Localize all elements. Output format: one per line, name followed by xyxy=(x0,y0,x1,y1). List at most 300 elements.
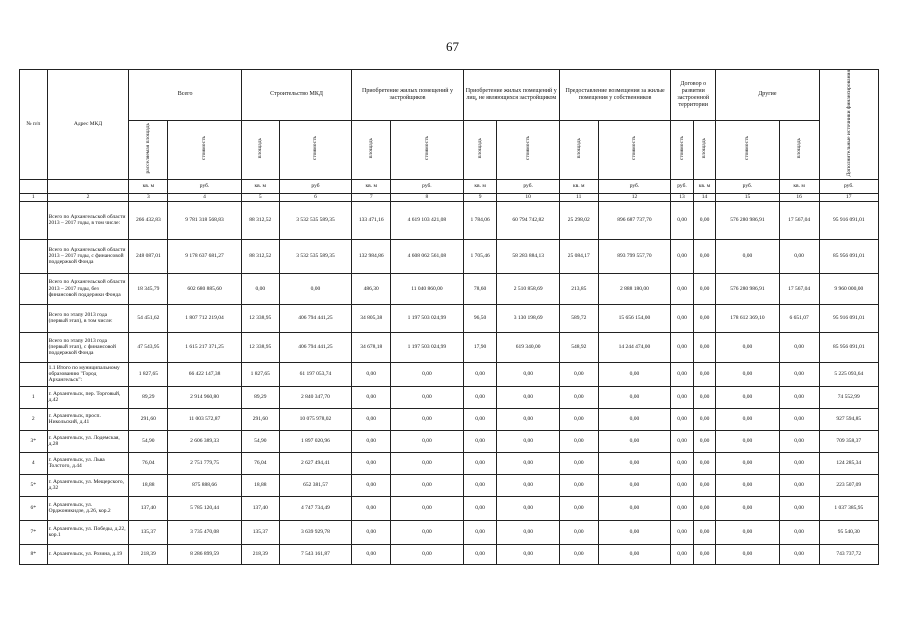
row-value: 0,00 xyxy=(559,408,598,430)
col-number: 14 xyxy=(693,193,716,201)
row-value: 0,00 xyxy=(598,386,671,408)
table-row xyxy=(20,474,879,496)
row-value: 11 040 860,00 xyxy=(391,273,464,304)
row-value: 95 916 091,01 xyxy=(819,304,878,332)
row-value: 548,92 xyxy=(559,332,598,362)
row-value: 0,00 xyxy=(391,362,464,386)
row-value: 218,39 xyxy=(241,544,279,564)
row-value: 0,00 xyxy=(779,452,819,474)
row-value: 0,00 xyxy=(497,362,559,386)
row-value: 88 312,52 xyxy=(241,239,279,273)
row-value: 85 956 091,01 xyxy=(819,239,878,273)
col-number: 16 xyxy=(779,193,819,201)
row-value: 0,00 xyxy=(391,520,464,544)
row-number xyxy=(20,332,48,362)
row-value: 213,85 xyxy=(559,273,598,304)
row-value: 0,00 xyxy=(716,386,779,408)
row-value: 11 003 572,87 xyxy=(168,408,242,430)
row-value: 0,00 xyxy=(716,474,779,496)
row-value: 0,00 xyxy=(598,496,671,520)
row-value: 4 747 734,49 xyxy=(279,496,352,520)
col-number: 13 xyxy=(671,193,693,201)
row-value: 0,00 xyxy=(693,544,716,564)
header-group-purchase-developers: Приобретение жилых помещений у застройщиков xyxy=(352,70,463,121)
row-number xyxy=(20,239,48,273)
col-number: 9 xyxy=(463,193,497,201)
header-sub: стоимость xyxy=(391,120,464,179)
row-number: 6* xyxy=(20,496,48,520)
col-number: 10 xyxy=(497,193,559,201)
row-number xyxy=(20,273,48,304)
row-value: 2 751 779,75 xyxy=(168,452,242,474)
row-value: 76,04 xyxy=(241,452,279,474)
row-number: 4 xyxy=(20,452,48,474)
row-value: 0,00 xyxy=(559,386,598,408)
row-value: 135,37 xyxy=(241,520,279,544)
row-value: 0,00 xyxy=(391,474,464,496)
row-value: 0,00 xyxy=(671,520,693,544)
row-value: 0,00 xyxy=(391,408,464,430)
row-value: 0,00 xyxy=(779,386,819,408)
row-value: 0,00 xyxy=(671,201,693,239)
header-unit: кв. м xyxy=(463,179,497,193)
row-value: 137,40 xyxy=(129,496,168,520)
row-value: 95 916 091,01 xyxy=(819,201,878,239)
row-value: 3 130 198,69 xyxy=(497,304,559,332)
row-value: 89,29 xyxy=(129,386,168,408)
row-value: 0,00 xyxy=(598,430,671,452)
row-value: 7 543 161,87 xyxy=(279,544,352,564)
row-value: 406 794 441,25 xyxy=(279,304,352,332)
row-value: 1 037 385,95 xyxy=(819,496,878,520)
row-value: 1 784,06 xyxy=(463,201,497,239)
row-value: 0,00 xyxy=(671,386,693,408)
row-value: 0,00 xyxy=(463,408,497,430)
row-value: 0,00 xyxy=(716,408,779,430)
row-address: Всего по Архангельской области 2013 – 2017 годы, в том числе: xyxy=(47,201,129,239)
row-number: 5* xyxy=(20,474,48,496)
row-value: 60 794 742,82 xyxy=(497,201,559,239)
row-address: Всего по Архангельской области 2013 – 2017 годы, без финансовой поддержки Фонда xyxy=(47,273,129,304)
row-value: 0,00 xyxy=(716,362,779,386)
row-value: 61 197 053,74 xyxy=(279,362,352,386)
row-value: 0,00 xyxy=(559,474,598,496)
col-number: 6 xyxy=(279,193,352,201)
row-value: 4 608 062 561,08 xyxy=(391,239,464,273)
row-value: 3 639 929,78 xyxy=(279,520,352,544)
row-value: 1 197 503 024,99 xyxy=(391,332,464,362)
table-row xyxy=(20,239,879,273)
row-value: 76,04 xyxy=(129,452,168,474)
row-value: 0,00 xyxy=(352,520,391,544)
row-value: 0,00 xyxy=(497,474,559,496)
row-address: Всего по этапу 2013 года (первый этап), в том числе: xyxy=(47,304,129,332)
row-value: 0,00 xyxy=(391,386,464,408)
row-number: 7* xyxy=(20,520,48,544)
row-value: 0,00 xyxy=(716,332,779,362)
row-number xyxy=(20,201,48,239)
header-unit: руб. xyxy=(598,179,671,193)
row-value: 1 827,65 xyxy=(129,362,168,386)
row-value: 95 540,30 xyxy=(819,520,878,544)
col-number: 11 xyxy=(559,193,598,201)
row-value: 0,00 xyxy=(693,452,716,474)
row-value: 137,40 xyxy=(241,496,279,520)
row-value: 1 197 503 024,99 xyxy=(391,304,464,332)
row-value: 0,00 xyxy=(497,544,559,564)
table-row xyxy=(20,452,879,474)
table-row xyxy=(20,430,879,452)
header-group-purchase-non-developers: Приобретение жилых помещений у лиц, не являющихся застройщиком xyxy=(463,70,559,121)
header-sub: площадь xyxy=(241,120,279,179)
row-value: 3 532 535 589,35 xyxy=(279,201,352,239)
row-value: 0,00 xyxy=(598,408,671,430)
row-value: 0,00 xyxy=(391,452,464,474)
row-value: 2 914 960,80 xyxy=(168,386,242,408)
row-value: 4 619 103 421,08 xyxy=(391,201,464,239)
header-sub: площадь xyxy=(463,120,497,179)
row-value: 133 471,16 xyxy=(352,201,391,239)
row-value: 0,00 xyxy=(559,496,598,520)
row-value: 0,00 xyxy=(352,408,391,430)
row-value: 0,00 xyxy=(693,273,716,304)
row-value: 589,72 xyxy=(559,304,598,332)
table-row xyxy=(20,496,879,520)
row-value: 266 432,83 xyxy=(129,201,168,239)
row-number xyxy=(20,362,48,386)
row-value: 709 358,37 xyxy=(819,430,878,452)
row-value: 1 705,46 xyxy=(463,239,497,273)
row-value: 0,00 xyxy=(559,430,598,452)
row-value: 0,00 xyxy=(598,520,671,544)
row-value: 0,00 xyxy=(671,273,693,304)
row-value: 0,00 xyxy=(559,520,598,544)
row-value: 0,00 xyxy=(352,362,391,386)
header-group-compensation: Предоставление возмещения за жилые помещения у собственников xyxy=(559,70,670,121)
row-value: 486,30 xyxy=(352,273,391,304)
row-value: 18 345,79 xyxy=(129,273,168,304)
row-value: 0,00 xyxy=(497,430,559,452)
row-value: 74 552,99 xyxy=(819,386,878,408)
row-value: 0,00 xyxy=(559,452,598,474)
row-address: г. Архангельск, ул. Мещерского, д.32 xyxy=(47,474,129,496)
col-number: 5 xyxy=(241,193,279,201)
table-body xyxy=(20,201,879,564)
table-row xyxy=(20,520,879,544)
row-value: 0,00 xyxy=(693,496,716,520)
row-value: 0,00 xyxy=(497,452,559,474)
header-address: Адрес МКД xyxy=(47,70,129,180)
row-value: 896 687 737,70 xyxy=(598,201,671,239)
header-group-other: Другие xyxy=(716,70,819,121)
row-value: 0,00 xyxy=(779,332,819,362)
row-value: 0,00 xyxy=(391,544,464,564)
row-address: Всего по Архангельской области 2013 – 2017 годы, с финансовой поддержкой Фонда xyxy=(47,239,129,273)
row-value: 54,90 xyxy=(241,430,279,452)
table-row xyxy=(20,304,879,332)
row-value: 0,00 xyxy=(671,304,693,332)
row-value: 12 338,95 xyxy=(241,304,279,332)
row-value: 3 532 535 589,35 xyxy=(279,239,352,273)
header-sub: стоимость xyxy=(716,120,779,179)
resettlement-table xyxy=(19,69,879,565)
row-value: 0,00 xyxy=(598,544,671,564)
header-unit: кв. м xyxy=(693,179,716,193)
row-value: 0,00 xyxy=(497,496,559,520)
row-value: 96,50 xyxy=(463,304,497,332)
row-value: 0,00 xyxy=(779,520,819,544)
row-value: 2 510 858,69 xyxy=(497,273,559,304)
row-value: 0,00 xyxy=(352,474,391,496)
row-value: 223 507,09 xyxy=(819,474,878,496)
row-value: 34 805,38 xyxy=(352,304,391,332)
header-sub-row xyxy=(20,120,879,179)
table-row xyxy=(20,332,879,362)
row-value: 58 283 884,13 xyxy=(497,239,559,273)
row-value: 602 680 885,60 xyxy=(168,273,242,304)
row-value: 0,00 xyxy=(693,332,716,362)
row-value: 1 827,65 xyxy=(241,362,279,386)
row-value: 17 567,04 xyxy=(779,201,819,239)
row-value: 0,00 xyxy=(352,452,391,474)
row-value: 17,90 xyxy=(463,332,497,362)
row-value: 0,00 xyxy=(779,430,819,452)
table-row xyxy=(20,201,879,239)
row-value: 248 087,01 xyxy=(129,239,168,273)
header-unit: руб. xyxy=(671,179,693,193)
row-address: г. Архангельск, просп. Никольский, д.41 xyxy=(47,408,129,430)
row-value: 0,00 xyxy=(559,544,598,564)
row-value: 1 807 712 219,04 xyxy=(168,304,242,332)
row-value: 0,00 xyxy=(497,408,559,430)
row-value: 0,00 xyxy=(716,496,779,520)
table-header xyxy=(20,70,879,202)
row-value: 0,00 xyxy=(693,386,716,408)
header-sub: площадь xyxy=(559,120,598,179)
header-unit: кв. м xyxy=(129,179,168,193)
row-value: 743 737,72 xyxy=(819,544,878,564)
row-value: 406 794 441,25 xyxy=(279,332,352,362)
row-value: 0,00 xyxy=(391,496,464,520)
row-value: 927 594,85 xyxy=(819,408,878,430)
header-sub: стоимость xyxy=(671,120,693,179)
row-value: 0,00 xyxy=(598,362,671,386)
col-number: 12 xyxy=(598,193,671,201)
row-value: 178 612 369,10 xyxy=(716,304,779,332)
row-value: 0,00 xyxy=(671,452,693,474)
row-value: 0,00 xyxy=(463,496,497,520)
row-value: 17 567,04 xyxy=(779,273,819,304)
header-sub: площадь xyxy=(352,120,391,179)
row-value: 8 286 899,59 xyxy=(168,544,242,564)
header-unit: руб xyxy=(279,179,352,193)
row-value: 0,00 xyxy=(352,496,391,520)
row-value: 0,00 xyxy=(779,362,819,386)
header-sub: расселяемая площадь xyxy=(129,120,168,179)
row-value: 47 543,95 xyxy=(129,332,168,362)
row-number: 2 xyxy=(20,408,48,430)
row-value: 0,00 xyxy=(279,273,352,304)
table-row xyxy=(20,362,879,386)
row-value: 25 084,17 xyxy=(559,239,598,273)
row-address: Всего по этапу 2013 года (первый этап), с финансовой поддержкой Фонда xyxy=(47,332,129,362)
col-number: 1 xyxy=(20,193,48,201)
header-group-development-contract: Договор о развитии застроенной территории xyxy=(671,70,716,121)
row-value: 66 422 147,38 xyxy=(168,362,242,386)
row-value: 54,90 xyxy=(129,430,168,452)
row-value: 0,00 xyxy=(693,304,716,332)
header-sub: площадь xyxy=(779,120,819,179)
col-number: 3 xyxy=(129,193,168,201)
col-number: 8 xyxy=(391,193,464,201)
row-value: 54 451,62 xyxy=(129,304,168,332)
table-row xyxy=(20,544,879,564)
page-number: 67 xyxy=(446,39,459,54)
row-address: г. Архангельск, ул. Победы, д.22, кор.1 xyxy=(47,520,129,544)
row-value: 0,00 xyxy=(463,452,497,474)
row-value: 5 785 120,44 xyxy=(168,496,242,520)
header-sub: стоимость xyxy=(497,120,559,179)
header-unit: руб. xyxy=(819,179,878,193)
row-number: 8* xyxy=(20,544,48,564)
row-value: 0,00 xyxy=(352,386,391,408)
row-value: 6 651,07 xyxy=(779,304,819,332)
row-value: 0,00 xyxy=(352,544,391,564)
header-unit: руб. xyxy=(391,179,464,193)
row-value: 0,00 xyxy=(671,430,693,452)
row-value: 0,00 xyxy=(779,239,819,273)
row-value: 135,37 xyxy=(129,520,168,544)
row-value: 576 280 986,91 xyxy=(716,201,779,239)
col-number: 7 xyxy=(352,193,391,201)
row-value: 3 735 470,08 xyxy=(168,520,242,544)
row-value: 0,00 xyxy=(463,520,497,544)
row-value: 14 244 474,00 xyxy=(598,332,671,362)
row-value: 0,00 xyxy=(716,452,779,474)
header-groups-row xyxy=(20,70,879,121)
row-value: 0,00 xyxy=(463,362,497,386)
row-value: 0,00 xyxy=(716,239,779,273)
row-value: 0,00 xyxy=(598,474,671,496)
row-address: 1.1 Итого по муниципальному образованию "Город Архангельск": xyxy=(47,362,129,386)
header-unit: кв. м xyxy=(241,179,279,193)
row-value: 124 285,34 xyxy=(819,452,878,474)
row-value: 0,00 xyxy=(779,474,819,496)
row-value: 0,00 xyxy=(693,408,716,430)
header-sub: стоимость xyxy=(279,120,352,179)
header-unit: руб. xyxy=(497,179,559,193)
row-value: 88 312,52 xyxy=(241,201,279,239)
row-value: 18,88 xyxy=(241,474,279,496)
row-value: 0,00 xyxy=(693,201,716,239)
row-value: 0,00 xyxy=(716,520,779,544)
row-value: 619 340,00 xyxy=(497,332,559,362)
header-unit: кв. м xyxy=(559,179,598,193)
row-value: 0,00 xyxy=(463,474,497,496)
row-value: 1 897 020,96 xyxy=(279,430,352,452)
row-address: г. Архангельск, ул. Розина, д.19 xyxy=(47,544,129,564)
header-colnums-row xyxy=(20,193,879,201)
row-value: 9 960 000,00 xyxy=(819,273,878,304)
header-group-total: Всего xyxy=(129,70,241,121)
col-number: 17 xyxy=(819,193,878,201)
row-value: 0,00 xyxy=(671,544,693,564)
row-value: 0,00 xyxy=(779,544,819,564)
col-number: 2 xyxy=(47,193,129,201)
row-value: 0,00 xyxy=(716,544,779,564)
row-value: 9 178 637 681,27 xyxy=(168,239,242,273)
row-value: 10 075 978,02 xyxy=(279,408,352,430)
header-num: № п/п xyxy=(20,70,48,180)
row-value: 89,29 xyxy=(241,386,279,408)
row-value: 0,00 xyxy=(693,362,716,386)
row-value: 0,00 xyxy=(463,386,497,408)
row-value: 0,00 xyxy=(779,408,819,430)
row-value: 0,00 xyxy=(693,239,716,273)
row-value: 875 888,66 xyxy=(168,474,242,496)
row-value: 0,00 xyxy=(241,273,279,304)
header-units-row xyxy=(20,179,879,193)
table-row xyxy=(20,386,879,408)
header-unit: кв. м xyxy=(779,179,819,193)
row-value: 85 956 091,01 xyxy=(819,332,878,362)
row-value: 218,39 xyxy=(129,544,168,564)
row-number: 3* xyxy=(20,430,48,452)
row-value: 0,00 xyxy=(693,474,716,496)
row-value: 0,00 xyxy=(497,520,559,544)
header-unit: руб. xyxy=(716,179,779,193)
row-value: 2 840 347,70 xyxy=(279,386,352,408)
row-value: 34 678,18 xyxy=(352,332,391,362)
row-address: г. Архангельск, пер. Торговый, д.42 xyxy=(47,386,129,408)
table-row xyxy=(20,273,879,304)
row-address: г. Архангельск, ул. Лодемская, д.28 xyxy=(47,430,129,452)
row-value: 78,60 xyxy=(463,273,497,304)
row-value: 291,60 xyxy=(241,408,279,430)
header-group-construction: Строительство МКД xyxy=(241,70,351,121)
row-value: 12 338,95 xyxy=(241,332,279,362)
col-number: 15 xyxy=(716,193,779,201)
row-value: 132 984,86 xyxy=(352,239,391,273)
row-value: 0,00 xyxy=(463,544,497,564)
row-value: 0,00 xyxy=(779,496,819,520)
row-value: 2 627 494,41 xyxy=(279,452,352,474)
row-value: 0,00 xyxy=(671,496,693,520)
col-number: 4 xyxy=(168,193,242,201)
row-value: 9 781 318 568,83 xyxy=(168,201,242,239)
row-value: 0,00 xyxy=(671,332,693,362)
row-value: 0,00 xyxy=(671,408,693,430)
row-value: 0,00 xyxy=(693,430,716,452)
table-row xyxy=(20,408,879,430)
row-value: 0,00 xyxy=(352,430,391,452)
row-value: 1 615 217 371,25 xyxy=(168,332,242,362)
header-unit: кв. м xyxy=(352,179,391,193)
row-number xyxy=(20,304,48,332)
row-value: 652 381,57 xyxy=(279,474,352,496)
row-value: 0,00 xyxy=(559,362,598,386)
row-value: 0,00 xyxy=(671,362,693,386)
row-value: 0,00 xyxy=(671,239,693,273)
row-address: г. Архангельск, ул. Орджоникидзе, д.26, кор.2 xyxy=(47,496,129,520)
row-value: 15 656 154,00 xyxy=(598,304,671,332)
header-extra-sources: Дополнительные источники финансирования xyxy=(819,70,878,180)
row-value: 25 298,02 xyxy=(559,201,598,239)
header-unit: руб. xyxy=(168,179,242,193)
row-value: 0,00 xyxy=(671,474,693,496)
row-value: 0,00 xyxy=(598,452,671,474)
row-value: 893 799 557,70 xyxy=(598,239,671,273)
